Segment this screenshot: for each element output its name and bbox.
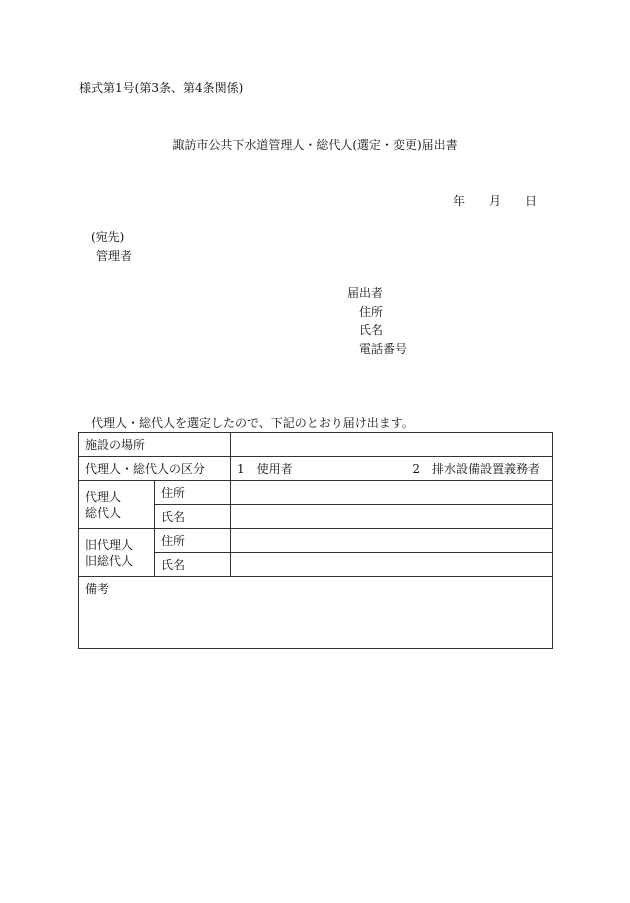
applicant-label: 届出者 — [347, 286, 384, 300]
applicant-address-label: 住所 — [359, 305, 384, 319]
facility-location-field[interactable] — [231, 433, 553, 457]
category-option-drainage-obligor[interactable]: 2 排水設備設置義務者 — [412, 461, 541, 476]
category-row — [79, 457, 553, 481]
applicant-name-label: 氏名 — [359, 323, 384, 337]
facility-location-label: 施設の場所 — [79, 433, 231, 457]
date-month-label: 月 — [489, 194, 502, 208]
category-option-user[interactable]: 1 使用者 — [237, 461, 293, 476]
old-agent-name-field[interactable] — [231, 553, 553, 577]
old-agent-label — [79, 529, 155, 577]
new-agent-address-field[interactable] — [231, 481, 553, 505]
facility-location-row — [79, 433, 553, 457]
new-agent-name-field[interactable] — [231, 505, 553, 529]
new-agent-address-row — [79, 481, 553, 505]
applicant-phone-label: 電話番号 — [359, 342, 408, 356]
new-agent-label — [79, 481, 155, 529]
application-table — [78, 432, 553, 649]
new-agent-name-label: 氏名 — [155, 505, 231, 529]
old-agent-address-field[interactable] — [231, 529, 553, 553]
old-agent-address-row — [79, 529, 553, 553]
remarks-field[interactable] — [79, 577, 553, 649]
new-agent-address-label: 住所 — [155, 481, 231, 505]
category-options — [231, 457, 553, 481]
date-year-label: 年 — [453, 194, 466, 208]
category-label: 代理人・総代人の区分 — [79, 457, 231, 481]
old-agent-name-label: 氏名 — [155, 553, 231, 577]
old-agent-address-label: 住所 — [155, 529, 231, 553]
remarks-label: 備考 — [85, 582, 110, 596]
remarks-row — [79, 577, 553, 649]
old-agent-label-line1: 旧代理人 — [85, 537, 134, 552]
declaration-text: 代理人・総代人を選定したので、下記のとおり届け出ます。 — [91, 416, 414, 430]
new-agent-label-line1: 代理人 — [85, 489, 122, 504]
form-number: 様式第1号(第3条、第4条関係) — [79, 81, 244, 95]
form-title: 諏訪市公共下水道管理人・総代人(選定・変更)届出書 — [172, 138, 458, 152]
addressee-label: (宛先) — [91, 230, 125, 244]
addressee-name: 管理者 — [96, 249, 133, 263]
date-day-label: 日 — [525, 194, 538, 208]
new-agent-label-line2: 総代人 — [85, 505, 122, 520]
old-agent-label-line2: 旧総代人 — [85, 553, 134, 568]
